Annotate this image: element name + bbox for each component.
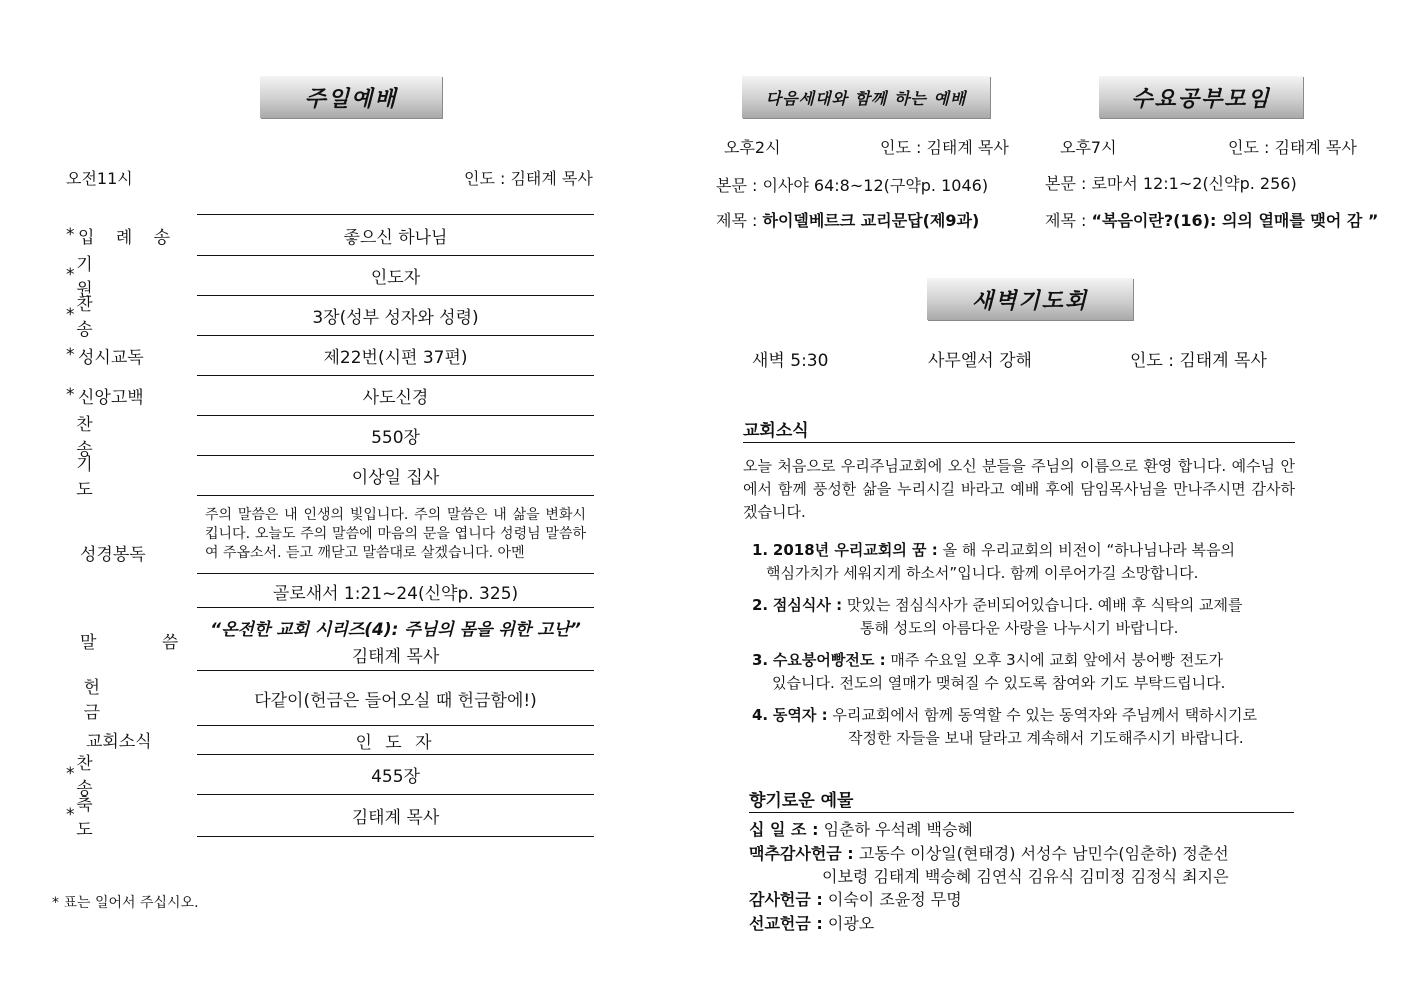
mission-names: 이광오: [827, 914, 875, 933]
order-value: 이상일 집사: [197, 455, 594, 496]
church-news-intro: 오늘 처음으로 우리주님교회에 오신 분들을 주님의 이름으로 환영 합니다. 예수님 안에서 함께 풍성한 삶을 누리시길 바라고 예배 후에 담임목사님을 만나주시면 감사하겠습니다.: [743, 457, 1295, 521]
sunday-title: 주일예배: [260, 76, 442, 118]
news-value: 인 도 자: [197, 725, 594, 755]
thanks-line-2: 이보령 김태계 백승혜 김연식 김유식 김미정 김정식 최지은: [822, 867, 1229, 886]
order-row: * 성시교독 제22번(시편 37편): [60, 335, 600, 375]
news-item-title: 동역자 :: [772, 706, 828, 724]
order-value: 550장: [197, 415, 594, 456]
sunday-time: 오전11시: [66, 169, 133, 188]
news-item-title: 수요붕어빵전도 :: [772, 651, 886, 669]
order-label: 성시교독: [78, 347, 144, 368]
order-label: 입 례 송: [78, 227, 179, 248]
order-label: 찬 송: [76, 415, 123, 460]
sermon-label: 말 씀: [80, 633, 209, 653]
order-value: 사도신경: [197, 375, 594, 416]
order-row: * 기 원 인도자: [60, 255, 600, 295]
news-item-text: 우리교회에서 함께 동역할 수 있는 동역자와 주님께서 택하시기로: [832, 706, 1258, 724]
news-item-title: 2018년 우리교회의 꿈 :: [772, 541, 938, 559]
order-row: [60, 415, 600, 460]
thanks-label: 맥추감사헌금 :: [749, 844, 854, 863]
news-item: 2. 점심식사 : 맛있는 점심식사가 준비되어있습니다. 예배 후 식탁의 교제를 통해 성도의 아름다운 사랑을 나누시기 바랍니다.: [752, 594, 1297, 640]
gratitude-names: 이숙이 조윤정 무명: [827, 890, 962, 909]
church-news-heading: 교회소식: [743, 416, 1295, 443]
next-gen-subject: 하이델베르크 교리문답(제9과): [762, 211, 980, 230]
thanks-line: [749, 841, 1229, 864]
next-gen-text: 본문 : 이사야 64:8~12(구약p. 1046): [716, 176, 989, 195]
news-item: 1. 2018년 우리교회의 꿈 : 올 해 우리교회의 비전이 “하나님나라 복음의 핵심가치가 세워지게 하소서”입니다. 함께 이루어가길 소망합니다.: [752, 539, 1297, 585]
news-item-text: 통해 성도의 아름다운 사랑을 나누시기 바랍니다.: [860, 619, 1179, 637]
gratitude-label: 감사헌금 :: [749, 890, 823, 909]
order-label: 찬 송: [76, 295, 123, 340]
news-item-text: 핵심가치가 세워지게 하소서”입니다. 함께 이루어가길 소망합니다.: [766, 564, 1199, 582]
next-gen-title: 다음세대와 함께 하는 예배: [742, 76, 990, 118]
order-value: 김태계 목사: [197, 794, 594, 837]
news-item-text: 맛있는 점심식사가 준비되어있습니다. 예배 후 식탁의 교제를: [846, 596, 1243, 614]
wednesday-leader: 인도 : 김태계 목사: [1228, 138, 1357, 157]
order-row: * 신앙고백 사도신경: [60, 375, 600, 415]
wednesday-time: 오후7시: [1060, 138, 1117, 157]
closing-row: * 축 도 김태계 목사: [60, 794, 600, 836]
reading-label: 성경봉독: [80, 545, 146, 565]
next-gen-subject-label: 제목 :: [716, 211, 763, 230]
offerings-heading: 향기로운 예물: [749, 786, 1294, 813]
offering-label: 헌 금: [83, 678, 131, 723]
sermon-preacher: 김태계 목사: [351, 647, 440, 667]
sermon-title: “온전한 교회 시리즈(4): 주님의 몸을 위한 고난”: [210, 620, 581, 640]
tithe-line: [749, 817, 973, 840]
news-item-text: 작정한 자들을 보내 달라고 계속해서 기도해주시기 바랍니다.: [848, 729, 1244, 747]
order-label: 기 원: [76, 255, 123, 300]
order-label: 축 도: [76, 795, 123, 840]
tithe-label: 십 일 조 :: [749, 820, 819, 839]
tithe-names: 임춘하 우석례 백승혜: [823, 820, 973, 839]
sermon-box: [197, 608, 594, 671]
reading-prayer: 주의 말씀은 내 인생의 빛입니다. 주의 말씀은 내 삶을 변화시킵니다. 오늘도 주의 말씀에 마음의 문을 엽니다 성령님 말씀하여 주옵소서. 듣고 깨닫고 말씀대로 살겠습니다. 아멘: [197, 496, 594, 574]
gratitude-line: [749, 887, 962, 910]
news-item-text: 올 해 우리교회의 비전이 “하나님나라 복음의: [942, 541, 1235, 559]
reading-passage: 골로새서 1:21~24(신약p. 325): [197, 575, 594, 608]
wednesday-subject-line: [1045, 208, 1378, 231]
mission-label: 선교헌금 :: [749, 914, 823, 933]
mission-line: [749, 911, 874, 934]
offering-row: [60, 671, 600, 725]
next-gen-subject-line: [716, 208, 979, 231]
dawn-title: 새벽기도회: [927, 278, 1133, 320]
order-value: 제22번(시편 37편): [197, 335, 594, 376]
news-item: 4. 동역자 : 우리교회에서 함께 동역할 수 있는 동역자와 주님께서 택하시기로 작정한 자들을 보내 달라고 계속해서 기도해주시기 바랍니다.: [752, 704, 1297, 750]
dawn-time: 새벽 5:30: [752, 351, 829, 371]
dawn-content: 사무엘서 강해: [928, 351, 1032, 371]
offering-value: 다같이(헌금은 들어오실 때 헌금함에!): [254, 690, 537, 711]
order-row: * 입 례 송 좋으신 하나님: [60, 215, 600, 255]
thanks-names: 고동수 이상일(현태경) 서성수 남민수(임춘하) 정춘선: [858, 844, 1229, 863]
order-label: 찬 송: [76, 754, 123, 799]
order-label: 신앙고백: [78, 387, 144, 408]
order-label: 기 도: [76, 455, 123, 500]
reading-passage-row: [60, 575, 600, 607]
next-gen-leader: 인도 : 김태계 목사: [880, 138, 1009, 157]
order-row: * 찬 송 3장(성부 성자와 성령): [60, 295, 600, 335]
news-item-text: 매주 수요일 오후 3시에 교회 앞에서 붕어빵 전도가: [890, 651, 1224, 669]
wednesday-title: 수요공부모임: [1099, 76, 1303, 118]
next-gen-time: 오후2시: [724, 138, 781, 157]
order-value: 좋으신 하나님: [197, 215, 594, 256]
dawn-leader: 인도 : 김태계 목사: [1130, 351, 1267, 371]
order-value: 455장: [197, 754, 594, 795]
news-item-text: 있습니다. 전도의 열매가 맺혀질 수 있도록 참여와 기도 부탁드립니다.: [772, 674, 1226, 692]
news-item-title: 점심식사 :: [772, 596, 843, 614]
order-value: 인도자: [197, 255, 594, 296]
news-label: 교회소식: [86, 731, 152, 752]
wednesday-subject: “복음이란?(16): 의의 열매를 맺어 감 ”: [1091, 211, 1379, 230]
wednesday-text: 본문 : 로마서 12:1~2(신약p. 256): [1045, 174, 1297, 193]
order-row: [60, 455, 600, 500]
order-value: 3장(성부 성자와 성령): [197, 295, 594, 336]
wednesday-subject-label: 제목 :: [1045, 211, 1092, 230]
standing-footnote: * 표는 일어서 주십시오.: [52, 895, 199, 911]
sunday-leader: 인도 : 김태계 목사: [464, 169, 593, 188]
closing-row: * 찬 송 455장: [60, 754, 600, 794]
news-item: 3. 수요붕어빵전도 : 매주 수요일 오후 3시에 교회 앞에서 붕어빵 전도가 있습니다. 전도의 열매가 맺혀질 수 있도록 참여와 기도 부탁드립니다.: [752, 649, 1297, 695]
